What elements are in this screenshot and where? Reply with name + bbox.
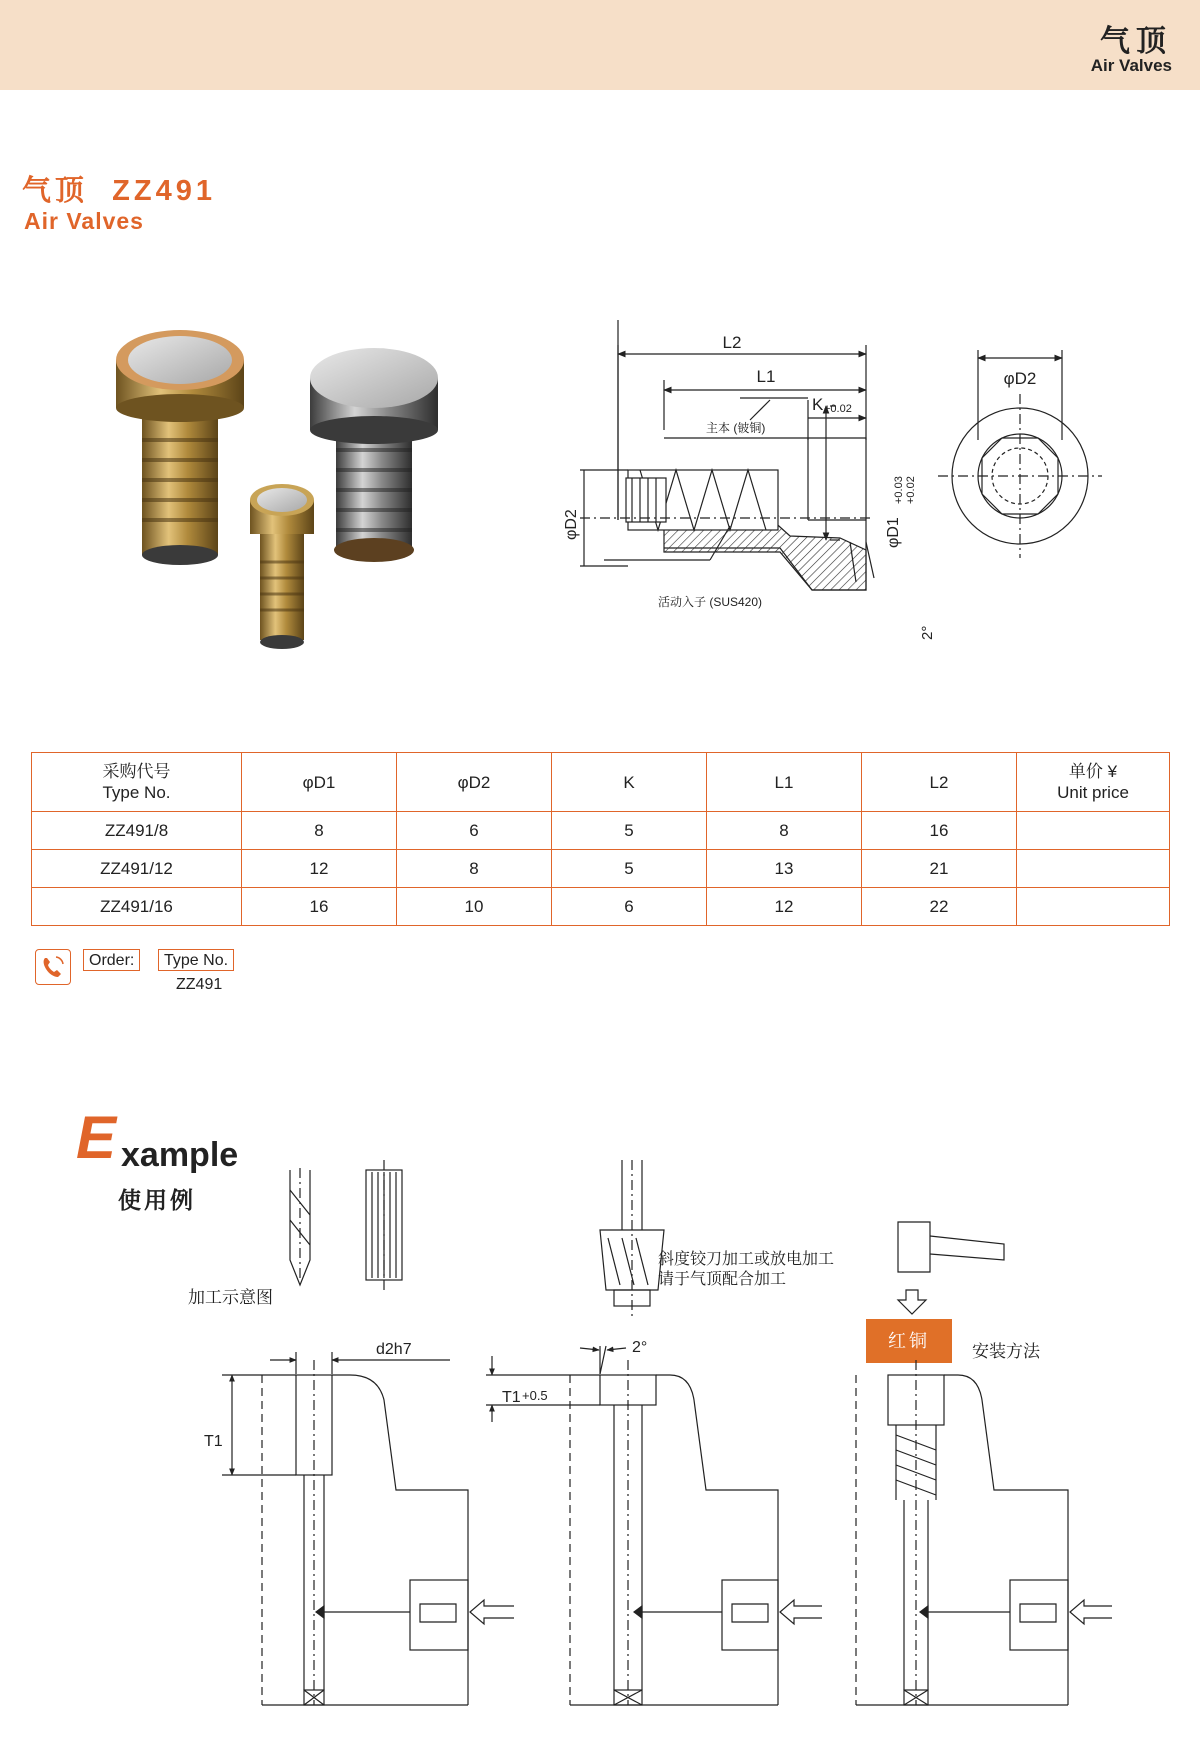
- header-unit-price: 单价 ¥ Unit price: [1017, 753, 1170, 812]
- dim-2deg: 2°: [632, 1339, 648, 1356]
- dim-D1: φD1: [885, 517, 902, 548]
- example-drawings: [0, 1160, 1200, 1720]
- dim-T1-tol: +0.5: [522, 1388, 548, 1403]
- cell-k: 5: [552, 812, 707, 850]
- cell-d1: 8: [242, 812, 397, 850]
- table-row: [32, 850, 1170, 888]
- label-insert-material: 活动入子 (SUS420): [658, 595, 763, 609]
- cell-d2: 10: [397, 888, 552, 926]
- cell-d1: 16: [242, 888, 397, 926]
- dim-D1-tol-lower: +0.02: [905, 476, 917, 504]
- ream-note-line1: 斜度铰刀加工或放电加工: [658, 1251, 835, 1268]
- cell-price: [1017, 850, 1170, 888]
- cell-l2: 21: [862, 850, 1017, 888]
- label-body-material: 主本 (铍铜): [706, 421, 766, 435]
- product-photo: [100, 330, 520, 660]
- dim-d2h7: d2h7: [376, 1341, 412, 1358]
- dim-angle: 2°: [919, 625, 936, 640]
- dim-D2: φD2: [563, 509, 580, 540]
- header-banner: [0, 0, 1200, 90]
- brass-valve-small: [250, 484, 314, 649]
- product-title-cn: 气顶: [22, 175, 89, 207]
- header-title-en: Air Valves: [1090, 56, 1172, 75]
- cell-l1: 8: [707, 812, 862, 850]
- header-title-cn: 气顶: [1100, 25, 1172, 58]
- cell-l1: 12: [707, 888, 862, 926]
- cell-type-no: ZZ491/16: [32, 888, 242, 926]
- dim-K-tol: +0.02: [824, 403, 852, 415]
- table-row: [32, 812, 1170, 850]
- example-title-cn: 使用例: [118, 1187, 196, 1213]
- order-label: Order:: [83, 949, 140, 971]
- product-title-en: Air Valves: [24, 208, 144, 234]
- product-code: ZZ491: [112, 175, 216, 207]
- cell-k: 6: [552, 888, 707, 926]
- cell-k: 5: [552, 850, 707, 888]
- phone-icon: [35, 949, 71, 985]
- mold-section-3: [856, 1360, 1112, 1705]
- drill-tool: [290, 1168, 310, 1285]
- order-type-label: Type No.: [158, 949, 234, 971]
- ream-note-line2: 请于气顶配合加工: [658, 1271, 787, 1288]
- cell-type-no: ZZ491/12: [32, 850, 242, 888]
- cell-d2: 6: [397, 812, 552, 850]
- cell-d1: 12: [242, 850, 397, 888]
- cell-price: [1017, 888, 1170, 926]
- dim-L2: L2: [722, 333, 742, 352]
- header-k: K: [552, 753, 707, 812]
- steel-valve: [310, 348, 438, 562]
- dim-T1: T1: [204, 1433, 223, 1450]
- dim-L1: L1: [756, 367, 776, 386]
- hammer-icon: [898, 1222, 1004, 1314]
- header-d2: φD2: [397, 753, 552, 812]
- mold-section-1: [222, 1352, 514, 1705]
- header-l2: L2: [862, 753, 1017, 812]
- example-title-initial: E: [76, 1104, 117, 1171]
- spec-table: [31, 752, 1170, 926]
- cell-l2: 22: [862, 888, 1017, 926]
- dim-end-D2: φD2: [1003, 369, 1037, 388]
- dim-K: K: [812, 395, 824, 414]
- brass-valve-large: [116, 330, 244, 565]
- dim-T1-plus: T1: [502, 1389, 521, 1406]
- cell-d2: 8: [397, 850, 552, 888]
- machining-label: 加工示意图: [188, 1288, 273, 1307]
- copper-block: 红铜: [866, 1319, 952, 1363]
- cell-price: [1017, 812, 1170, 850]
- tapered-reamer: [600, 1160, 664, 1320]
- header-l1: L1: [707, 753, 862, 812]
- product-title: [22, 168, 216, 209]
- order-type-value: ZZ491: [176, 976, 223, 993]
- cell-type-no: ZZ491/8: [32, 812, 242, 850]
- technical-drawing: [540, 320, 1120, 650]
- example-title: xample: [121, 1136, 239, 1174]
- table-header-row: [32, 753, 1170, 812]
- header-d1: φD1: [242, 753, 397, 812]
- header-type-no: 采购代号 Type No.: [32, 753, 242, 812]
- install-label: 安装方法: [972, 1342, 1040, 1361]
- dim-D1-tol-upper: +0.03: [893, 476, 905, 504]
- reamer-tool: [366, 1160, 402, 1290]
- cell-l1: 13: [707, 850, 862, 888]
- cell-l2: 16: [862, 812, 1017, 850]
- table-row: [32, 888, 1170, 926]
